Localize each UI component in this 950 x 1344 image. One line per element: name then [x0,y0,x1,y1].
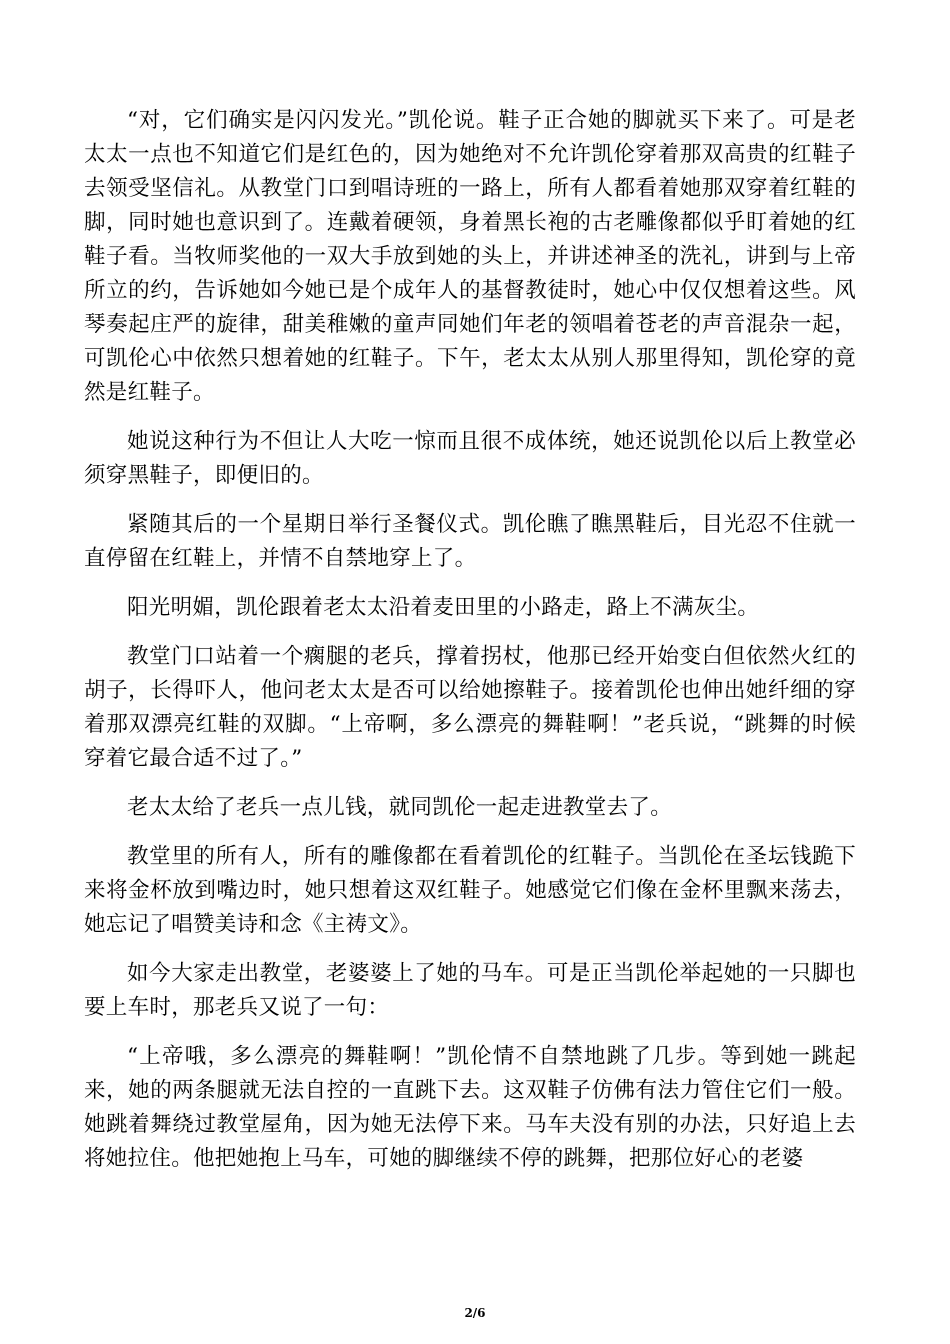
paragraph-5: 教堂门口站着一个瘸腿的老兵，撑着拐杖，他那已经开始变白但依然火红的胡子，长得吓人，他问老太太是否可以给她擦鞋子。接着凯伦也伸出她纤细的穿着那双漂亮红鞋的双脚。“上帝啊，多么漂亮的舞鞋啊！”老兵说，“跳舞的时候穿着它最合适不过了。” [84,644,856,771]
paragraph-8: 如今大家走出教堂，老婆婆上了她的马车。可是正当凯伦举起她的一只脚也要上车时，那老兵又说了一句： [84,961,856,1020]
paragraph-6: 老太太给了老兵一点儿钱，就同凯伦一起走进教堂去了。 [127,795,673,820]
document-body [84,104,856,1191]
paragraph-1: “对，它们确实是闪闪发光。”凯伦说。鞋子正合她的脚就买下来了。可是老太太一点也不知道它们是红色的，因为她绝对不允许凯伦穿着那双高贵的红鞋子去领受坚信礼。从教堂门口到唱诗班的一路上，所有人都看着她那双穿着红鞋的脚，同时她也意识到了。连戴着硬领，身着黑长袍的古老雕像都似乎盯着她的红鞋子看。当牧师奖他的一双大手放到她的头上，并讲述神圣的洗礼，讲到与上帝所立的约，告诉她如今她已是个成年人的基督教徒时，她心中仅仅想着这些。风琴奏起庄严的旋律，甜美稚嫩的童声同她们年老的领唱着苍老的声音混杂一起，可凯伦心中依然只想着她的红鞋子。下午，老太太从别人那里得知，凯伦穿的竟然是红鞋子。 [84,108,856,405]
paragraph-7: 教堂里的所有人，所有的雕像都在看着凯伦的红鞋子。当凯伦在圣坛钱跪下来将金杯放到嘴边时，她只想着这双红鞋子。她感觉它们像在金杯里飘来荡去，她忘记了唱赞美诗和念《主祷文》。 [84,844,856,937]
paragraph-3: 紧随其后的一个星期日举行圣餐仪式。凯伦瞧了瞧黑鞋后，目光忍不住就一直停留在红鞋上，并情不自禁地穿上了。 [84,512,856,571]
paragraph-4: 阳光明媚，凯伦跟着老太太沿着麦田里的小路走，路上不满灰尘。 [127,595,760,620]
paragraph-9: “上帝哦，多么漂亮的舞鞋啊！”凯伦情不自禁地跳了几步。等到她一跳起来，她的两条腿就无法自控的一直跳下去。这双鞋子仿佛有法力管住它们一般。她跳着舞绕过教堂屋角，因为她无法停下来。马车夫没有别的办法，只好追上去将她拉住。他把她抱上马车，可她的脚继续不停的跳舞，把那位好心的老婆 [84,1044,856,1171]
page-number: 2/6 [464,1306,486,1320]
paragraph-2: 她说这种行为不但让人大吃一惊而且很不成体统，她还说凯伦以后上教堂必须穿黑鞋子，即便旧的。 [84,429,856,488]
